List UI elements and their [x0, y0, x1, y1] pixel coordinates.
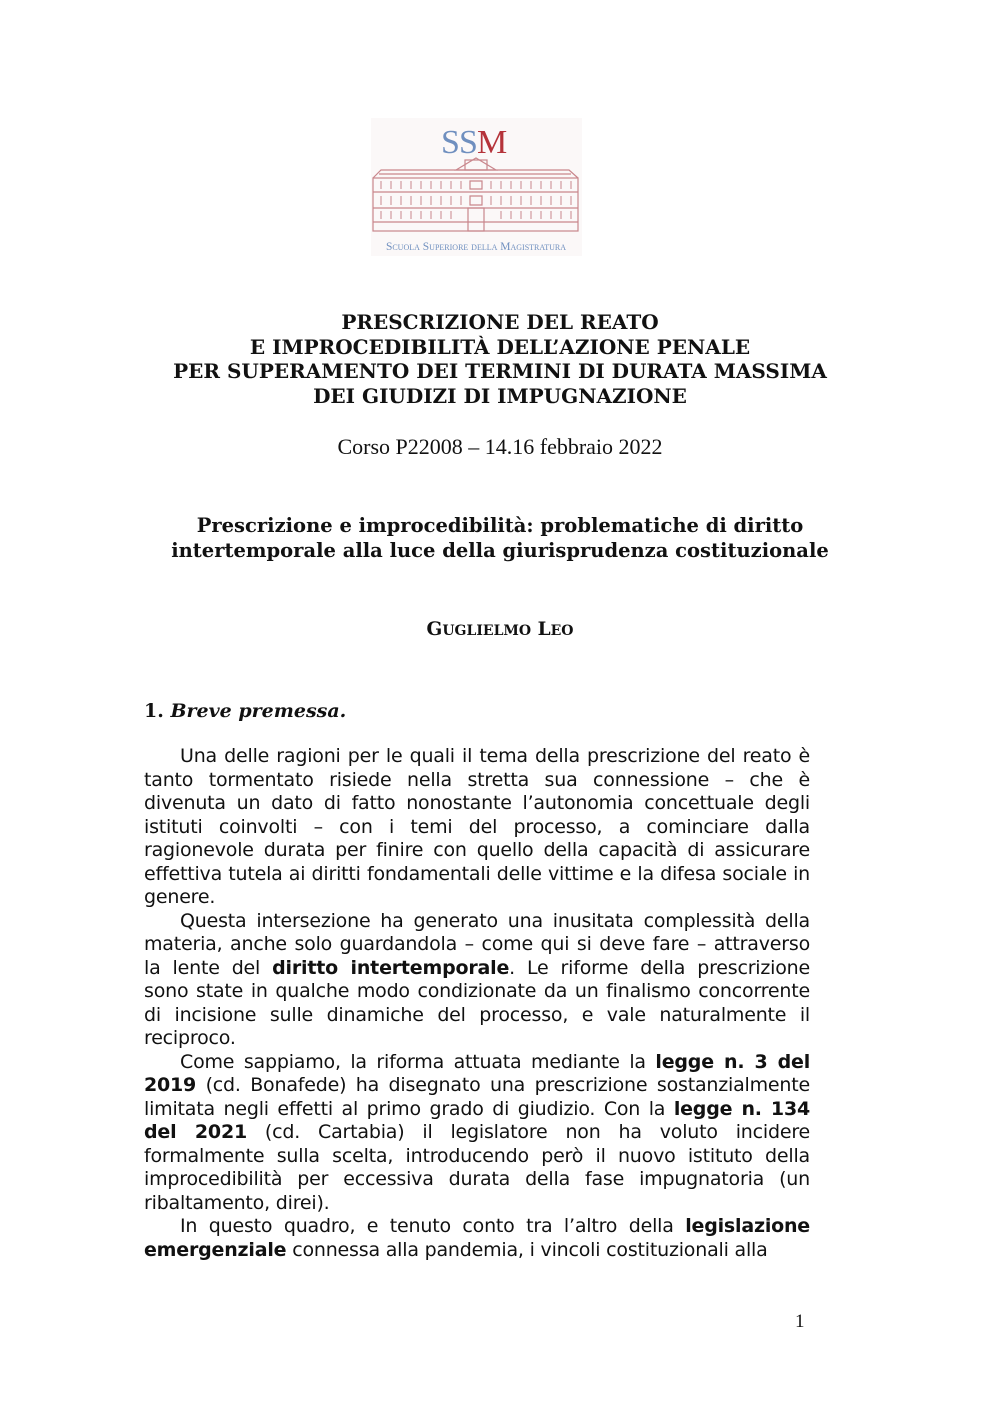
logo-letter-s1: S — [441, 124, 460, 161]
paragraph: In questo quadro, e tenuto conto tra l’altro della legislazione emergenziale connessa alla pandemia, i vincoli costituzionali alla — [144, 1215, 810, 1261]
paragraph: Questa intersezione ha generato una inusitata complessità della materia, anche solo guardandola – come qui si deve fare – attraverso la lente del diritto intertemporale. Le riforme della prescrizione sono state in qualche modo condizionate da un finalismo concorrente di incisione sulle dinamiche del processo, e vale naturalmente il reciproco. — [144, 909, 810, 1049]
document-title — [0, 310, 1000, 408]
paper-subtitle: Prescrizione e improcedibilità: problematiche di diritto intertemporale alla luce della giurisprudenza costituzionale — [171, 514, 829, 562]
page-number: 1 — [795, 1311, 805, 1332]
paragraph: Una delle ragioni per le quali il tema della prescrizione del reato è tanto tormentato risiede nella stretta sua connessione – che è divenuta un dato di fatto nonostante l’autonomia concettuale degli istituti coinvolti – con i temi del processo, a cominciare dalla ragionevole durata per finire con quello della capacità di assicurare effettiva tutela ai diritti fondamentali delle vittime e la difesa sociale in genere. — [144, 745, 810, 908]
title-line: PRESCRIZIONE DEL REATO — [341, 310, 659, 334]
body-text — [144, 745, 810, 1262]
logo-letter-s2: S — [459, 124, 478, 161]
title-line: PER SUPERAMENTO DEI TERMINI DI DURATA MASSIMA — [173, 359, 827, 383]
course-info: Corso P22008 – 14.16 febbraio 2022 — [337, 434, 663, 459]
author-smallcaps: EO — [550, 623, 574, 639]
title-line: E IMPROCEDIBILITÀ DELL’AZIONE PENALE — [249, 334, 751, 359]
section-number: 1. — [144, 700, 164, 722]
ssm-logo — [371, 118, 582, 256]
section-title: Breve premessa. — [170, 700, 347, 722]
logo-letter-m: M — [477, 124, 508, 161]
author-initial: G — [426, 619, 443, 640]
author-initial: L — [537, 619, 551, 640]
section-heading — [144, 700, 346, 722]
paragraph: Come sappiamo, la riforma attuata mediante la legge n. 3 del 2019 (cd. Bonafede) ha disegnato una prescrizione sostanzialmente limitata negli effetti al primo grado di giudizio. Con la legge n. 134 del 2021 (cd. Cartabia) il legislatore non ha voluto incidere formalmente sulla scelta, introducendo però il nuovo istituto della improcedibilità per eccessiva durata della fase impugnatoria (un ribaltamento, direi). — [144, 1050, 811, 1214]
author-name — [0, 619, 1000, 640]
title-line: DEI GIUDIZI DI IMPUGNAZIONE — [313, 383, 687, 408]
author-smallcaps: UGLIELMO — [442, 623, 532, 639]
logo-caption: Scuola Superiore della Magistratura — [385, 241, 567, 253]
